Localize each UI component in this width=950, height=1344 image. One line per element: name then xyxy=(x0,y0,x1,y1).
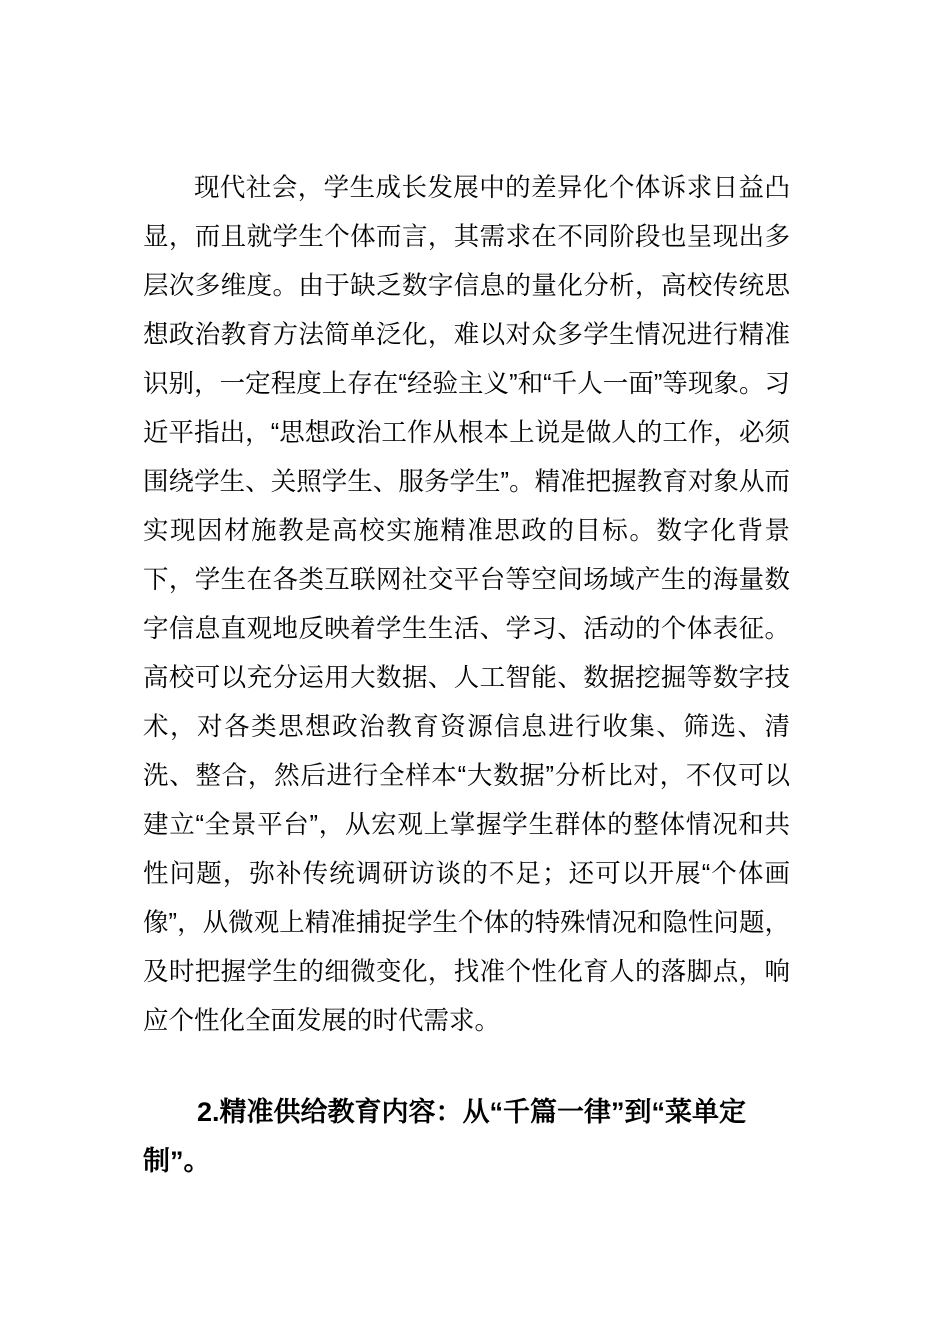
section-heading: 2.精准供给教育内容：从“千篇一律”到“菜单定制”。 xyxy=(143,1097,747,1176)
body-paragraph: 现代社会，学生成长发展中的差异化个体诉求日益凸显，而且就学生个体而言，其需求在不同阶段也呈现出多层次多维度。由于缺乏数字信息的量化分析，高校传统思想政治教育方法简单泛化，难以对众多学生情况进行精准识别，一定程度上存在“经验主义”和“千人一面”等现象。习近平指出，“思想政治工作从根本上说是做人的工作，必须围绕学生、关照学生、服务学生”。精准把握教育对象从而实现因材施教是高校实施精准思政的目标。数字化背景下，学生在各类互联网社交平台等空间场域产生的海量数字信息直观地反映着学生生活、学习、活动的个体表征。高校可以充分运用大数据、人工智能、数据挖掘等数字技术，对各类思想政治教育资源信息进行收集、筛选、清洗、整合，然后进行全样本“大数据”分析比对，不仅可以建立“全景平台”，从宏观上掌握学生群体的整体情况和共性问题，弥补传统调研访谈的不足；还可以开展“个体画像”，从微观上精准捕捉学生个体的特殊情况和隐性问题，及时把握学生的细微变化，找准个性化育人的落脚点，响应个性化全面发展的时代需求。 xyxy=(143,174,790,1035)
